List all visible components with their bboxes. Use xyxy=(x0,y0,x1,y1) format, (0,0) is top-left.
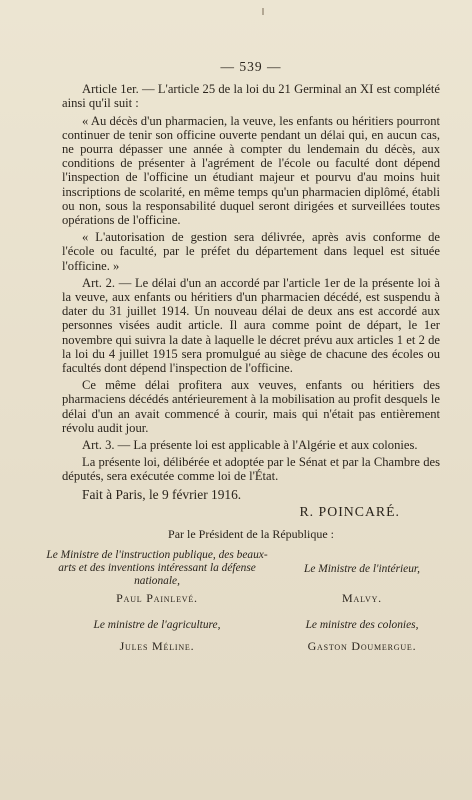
par-le-president: Par le Président de la République : xyxy=(168,527,334,542)
minister-agriculture-name: Jules Méline. xyxy=(119,639,195,654)
minister-agriculture-title: Le ministre de l'agriculture, xyxy=(93,619,221,632)
minister-interieur-name: Malvy. xyxy=(342,591,382,606)
minister-instruction-name: Paul Painlevé. xyxy=(116,591,198,606)
minister-colonies-name: Gaston Doumergue. xyxy=(307,639,417,654)
paragraph-article-3: Art. 3. — La présente loi est applicable à l'Algérie et aux colonies. xyxy=(82,438,418,453)
page-number: — 539 — xyxy=(220,59,282,74)
paragraph-article-1: Article 1er. — L'article 25 de la loi du 21 Germinal an XI est complété ainsi qu'il suit : xyxy=(62,82,440,111)
paragraph-promulgation: La présente loi, délibérée et adoptée par le Sénat et par la Chambre des députés, sera exécutée comme loi de l'État. xyxy=(62,455,440,484)
minister-instruction xyxy=(46,549,268,605)
paragraph-article-1-quote-2: « L'autorisation de gestion sera délivrée, après avis conforme de l'école ou faculté, par le préfet du département dans lequel est située l'officine. » xyxy=(62,230,440,273)
minister-instruction-title: Le Ministre de l'instruction publique, des beaux-arts et des inventions intéressant la défense nationale, xyxy=(46,549,268,588)
minister-colonies xyxy=(272,619,452,653)
page-mark xyxy=(262,8,264,15)
page-content xyxy=(46,59,440,654)
minister-colonies-title: Le ministre des colonies, xyxy=(305,619,419,632)
minister-interieur xyxy=(272,563,452,605)
president-signature: R. POINCARÉ. xyxy=(299,503,400,519)
date-line: Fait à Paris, le 9 février 1916. xyxy=(82,486,242,502)
paragraph-article-2-cont: Ce même délai profitera aux veuves, enfants ou héritiers des pharmaciens décédés antérieurement à la mobilisation au profit desquels le délai d'un an avait commencé à courir, mais qui n'était pas entièrement révolu audit jour. xyxy=(62,378,440,435)
paragraph-article-1-quote-1: « Au décès d'un pharmacien, la veuve, les enfants ou héritiers pourront continuer de tenir son officine ouverte pendant un délai qui, en aucun cas, ne pourra dépasser une année à compter du lendemain du décès, aux conditions de présenter à l'agrément de l'école ou faculté dont dépend l'inspection de l'officine un étudiant majeur et pourvu d'au moins huit inscriptions de scolarité, en même temps qu'un pharmacien diplômé, établi ou non, sous la responsabilité duquel seront dirigées et surveillées toutes opérations de l'officine. xyxy=(62,113,440,228)
paragraph-article-2: Art. 2. — Le délai d'un an accordé par l'article 1er de la présente loi à la veuve, aux enfants ou héritiers d'un pharmacien décédé, est suspendu à dater du 31 juillet 1914. Un nouveau délai de deux ans est accordé aux personnes visées audit article. Il aura comme point de départ, le 1er novembre qui suivra la date à laquelle le décret prévu aux articles 1 et 2 de la loi du 4 juillet 1915 sera promulgué au siège de chacune des écoles ou facultés dont dépend l'inspection de l'officine. xyxy=(62,275,440,376)
minister-agriculture xyxy=(46,619,268,653)
minister-interieur-title: Le Ministre de l'intérieur, xyxy=(304,563,420,576)
